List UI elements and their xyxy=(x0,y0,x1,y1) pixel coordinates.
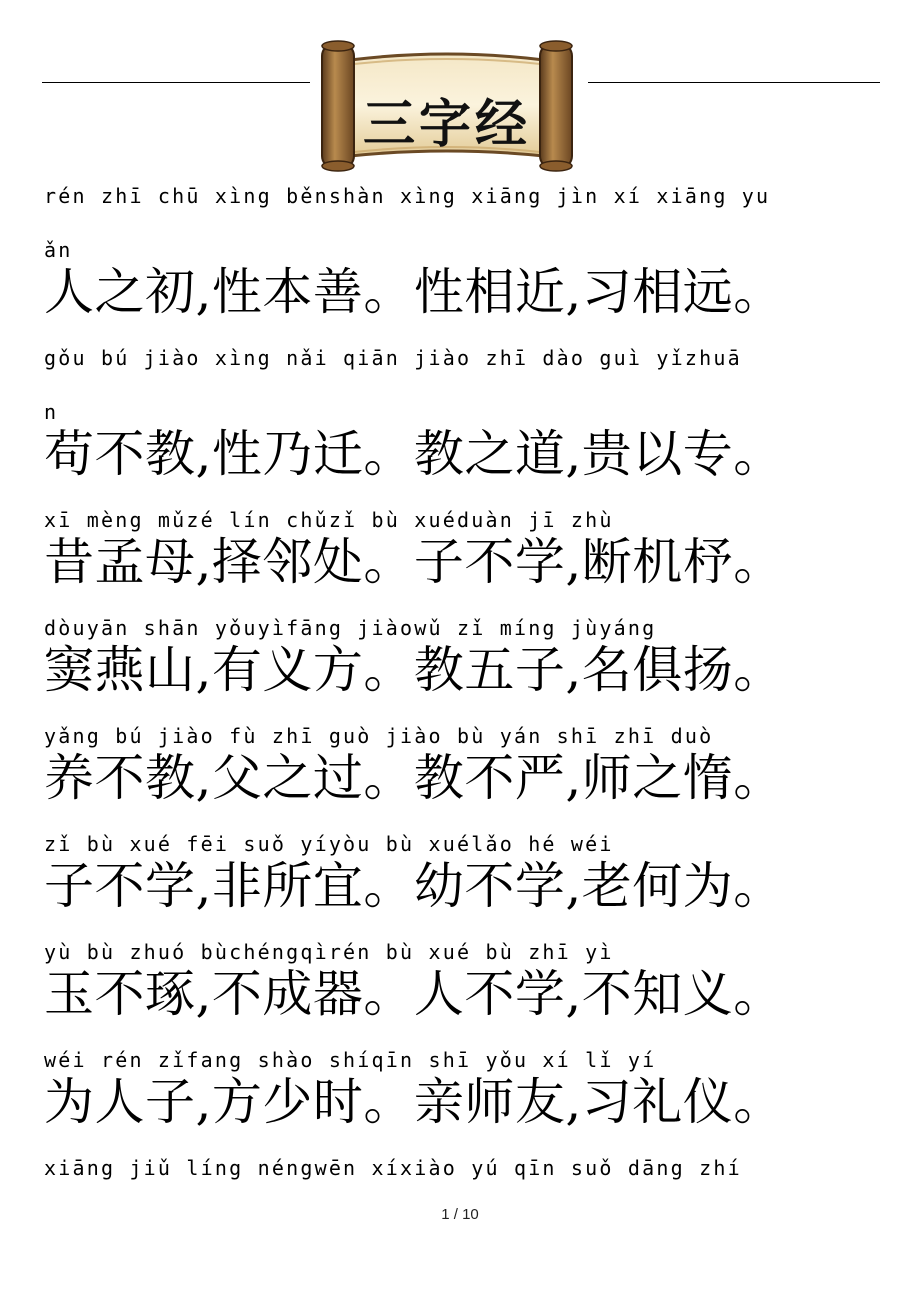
hanzi-line-6: 子不学,非所宜。幼不学,老何为。 xyxy=(44,858,784,914)
pinyin-line-2-wrap: n xyxy=(44,400,59,424)
hanzi-line-2: 苟不教,性乃迁。教之道,贵以专。 xyxy=(44,426,784,482)
pinyin-line-1: rén zhī chū xìng běnshàn xìng xiāng jìn xí xiāng yu xyxy=(44,184,771,208)
pinyin-line-6: zǐ bù xué fēi suǒ yíyòu bù xuélǎo hé wéi xyxy=(44,832,614,856)
hanzi-line-4: 窦燕山,有义方。教五子,名俱扬。 xyxy=(44,642,784,698)
pinyin-line-3: xī mèng mǔzé lín chǔzǐ bù xuéduàn jī zhù xyxy=(44,508,614,532)
pinyin-line-7: yù bù zhuó bùchéngqìrén bù xué bù zhī yì xyxy=(44,940,614,964)
hanzi-line-1: 人之初,性本善。性相近,习相远。 xyxy=(44,264,784,320)
document-title: 三字经 xyxy=(362,94,531,155)
hanzi-line-3: 昔孟母,择邻处。子不学,断机杼。 xyxy=(44,534,784,590)
hanzi-line-8: 为人子,方少时。亲师友,习礼仪。 xyxy=(44,1074,784,1130)
pinyin-line-9: xiāng jiǔ líng néngwēn xíxiào yú qīn suǒ dāng zhí xyxy=(44,1156,742,1180)
pinyin-line-1-wrap: ǎn xyxy=(44,238,73,262)
page-number: 1 / 10 xyxy=(441,1206,479,1223)
hanzi-line-5: 养不教,父之过。教不严,师之惰。 xyxy=(44,750,784,806)
pinyin-line-2: gǒu bú jiào xìng nǎi qiān jiào zhī dào guì yǐzhuā xyxy=(44,346,742,370)
hanzi-line-7: 玉不琢,不成器。人不学,不知义。 xyxy=(44,966,784,1022)
pinyin-line-4: dòuyān shān yǒuyìfāng jiàowǔ zǐ míng jùyáng xyxy=(44,616,657,640)
pinyin-line-8: wéi rén zǐfang shào shíqīn shī yǒu xí lǐ yí xyxy=(44,1048,657,1072)
pinyin-line-5: yǎng bú jiào fù zhī guò jiào bù yán shī zhī duò xyxy=(44,724,714,748)
